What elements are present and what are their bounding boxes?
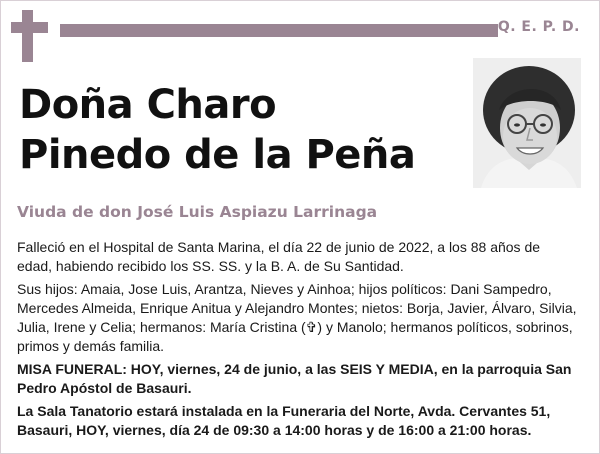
funeral-mass-paragraph: [17, 360, 577, 398]
cross-horizontal-bar: [11, 22, 48, 33]
header-divider-bar: [60, 24, 498, 37]
deceased-name-line1: Doña Charo: [19, 82, 277, 128]
deceased-name: [19, 80, 415, 180]
family-text-part1: Sus hijos: Amaia, Jose Luis, Arantza, Nieves y Ainhoa; hijos políticos: Dani Sampedro, Mercedes Almeida, Enrique Anitua y Alejandro Montes; nietos: Borja, Javier, Álvaro, Silvia, Julia, Irene y Celia; hermanos: María Cristina (: [17, 281, 577, 335]
deceased-name-line2: Pinedo de la Peña: [19, 132, 416, 178]
family-text-part2: ) y Manolo; hermanos políticos, sobrinos, primos y demás familia.: [17, 319, 573, 354]
portrait-illustration: [473, 58, 581, 188]
wake-text: La Sala Tanatorio estará instalada en la Funeraria del Norte, Avda. Cervantes 51, Basauri, HOY, viernes, día 24 de 09:30 a 14:00 horas y de 16:00 a 21:00 horas.: [17, 403, 551, 438]
widow-of-subtitle: Viuda de don José Luis Aspiazu Larrinaga: [17, 203, 378, 221]
deceased-portrait: [473, 58, 581, 188]
cross-vertical-bar: [22, 10, 33, 62]
family-paragraph: [17, 280, 577, 356]
death-notice-paragraph: Falleció en el Hospital de Santa Marina, el día 22 de junio de 2022, a los 88 años de edad, habiendo recibido los SS. SS. y la B. A. de Su Santidad.: [17, 239, 541, 274]
funeral-mass-text: MISA FUNERAL: HOY, viernes, 24 de junio, a las SEIS Y MEDIA, en la parroquia San Pedro Apóstol de Basauri.: [17, 361, 572, 396]
obituary-body: [17, 238, 577, 444]
wake-paragraph: [17, 402, 577, 440]
deceased-cross-icon: ✞: [305, 319, 318, 335]
qepd-label: Q. E. P. D.: [497, 19, 580, 35]
